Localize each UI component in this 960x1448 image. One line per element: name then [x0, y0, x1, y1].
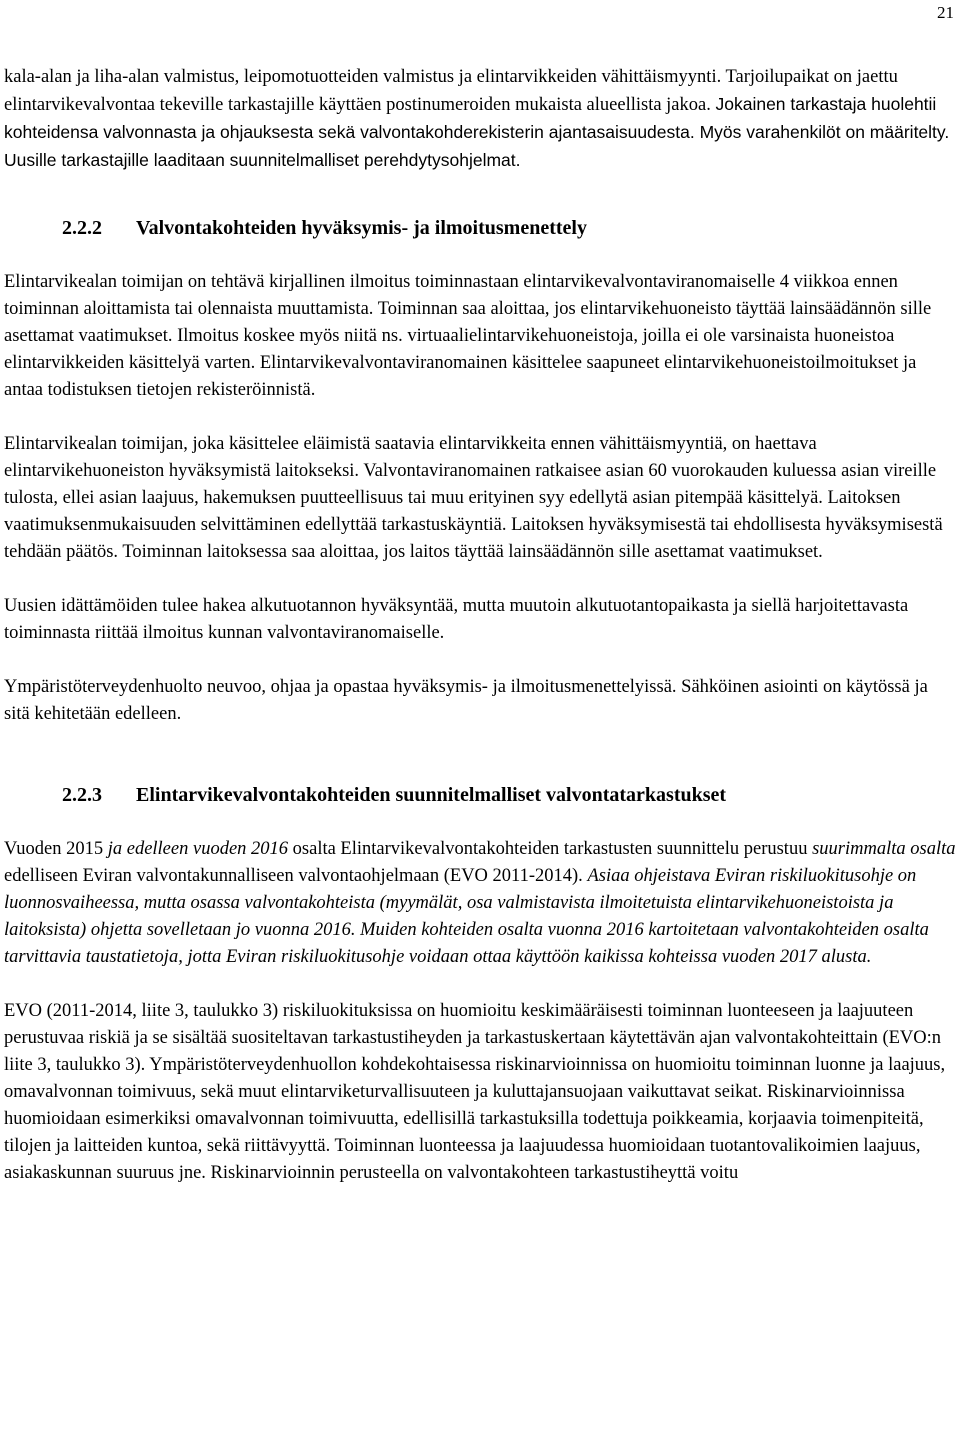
page-number: 21: [937, 3, 954, 22]
italic-run: ja edelleen vuoden 2016: [107, 839, 289, 859]
italic-run: Asiaa ohjeistava Eviran riskiluokitusohje on luonnosvaiheessa, mutta osassa valvontakohteista (myymälät, osa valmistavista ilmoitetuista elintarvikehuoneistoista ja laitoksista) ohjetta sovelletaan jo vuonna 2016. Muiden kohteiden osalta vuonna 2016 kartoitetaan valvontakohteiden osalta tarvittavia taustatietoja, jotta Eviran riskiluokitusohje voidaan ottaa käyttöön kaikissa kohteissa vuoden 2017 alusta.: [4, 866, 929, 967]
paragraph: EVO (2011-2014, liite 3, taulukko 3) riskiluokituksissa on huomioitu keskimääräisesti toiminnan luonteeseen ja laajuuteen perustuvaa riskiä ja se sisältää suositeltavan tarkastustiheyden ja tarkastuskertaan käytettävän ajan valvontakohteittain (EVO:n liite 3, taulukko 3). Ympäristöterveydenhuollon kohdekohtaisessa riskinarvioinnissa on huomioitu toiminnan luonne ja laajuus, omavalvonnan toimivuus, sekä muut elintarviketurvallisuuteen ja kuluttajansuojaan vaikuttavat seikat. Riskinarvioinnissa huomioidaan esimerkiksi omavalvonnan toimivuutta, edellisillä tarkastuksilla todettuja poikkeamia, korjaavia toimenpiteitä, tilojen ja laitteiden kuntoa, sekä riittävyyttä. Toiminnan luonteessa ja laajuudessa huomioidaan tuotantovalikoimien laajuus, asiakaskunnan suuruus jne. Riskinarvioinnin perusteella on valvontakohteen tarkastustiheyttä voitu: [4, 1001, 946, 1183]
italic-run: suurimmalta osalta: [812, 839, 956, 859]
paragraph: [4, 836, 956, 971]
section-number: 2.2.2: [62, 217, 102, 239]
text-run: edelliseen Eviran valvontakunnalliseen valvontaohjelmaan (EVO 2011-2014).: [4, 866, 588, 886]
intro-paragraph: [4, 64, 956, 175]
paragraph: Uusien idättämöiden tulee hakea alkutuotannon hyväksyntää, mutta muutoin alkutuotantopaikasta ja siellä harjoitettavasta toiminnasta riittää ilmoitus kunnan valvontaviranomaiselle.: [4, 596, 909, 643]
paragraph: Ympäristöterveydenhuolto neuvoo, ohjaa ja opastaa hyväksymis- ja ilmoitusmenettelyissä. Sähköinen asiointi on käytössä ja sitä kehitetään edelleen.: [4, 677, 928, 724]
document-body: [4, 64, 956, 1187]
text-run: Vuoden 2015: [4, 839, 108, 859]
paragraph: Elintarvikealan toimijan on tehtävä kirjallinen ilmoitus toiminnastaan elintarvikevalvontaviranomaiselle 4 viikkoa ennen toiminnan aloittamista tai olennaista muuttamista. Toiminnan saa aloittaa, jos elintarvikehuoneisto täyttää lainsäädännön sille asettamat vaatimukset. Ilmoitus koskee myös niitä ns. virtuaalielintarvikehuoneistoja, joilla ei ole varsinaista huoneistoa elintarvikkeiden käsittelyä varten. Elintarvikevalvontaviranomainen käsittelee saapuneet elintarvikehuoneistoilmoitukset ja antaa todistuksen tietojen rekisteröinnistä.: [4, 272, 932, 400]
text-run: osalta Elintarvikevalvontakohteiden tarkastusten suunnittelu perustuu: [288, 839, 813, 859]
section-number: 2.2.3: [62, 784, 102, 806]
paragraph: Elintarvikealan toimijan, joka käsittelee eläimistä saatavia elintarvikkeita ennen vähittäismyyntiä, on haettava elintarvikehuoneiston hyväksymistä laitokseksi. Valvontaviranomainen ratkaisee asian 60 vuorokauden kuluessa asian vireille tulosta, ellei asian laajuus, hakemuksen puutteellisuus tai muu erityinen syy edellytä asian pitempää käsittelyä. Laitoksen vaatimuksenmukaisuuden selvittäminen edellyttää tarkastuskäyntiä. Laitoksen hyväksymisestä tai ehdollisesta hyväksymisestä tehdään päätös. Toiminnan laitoksessa saa aloittaa, jos laitos täyttää lainsäädännön sille asettamat vaatimukset.: [4, 434, 943, 562]
intro-text-serif: kala-alan ja liha-alan valmistus, leipomotuotteiden valmistus ja elintarvikkeiden vähittäismyynti. Tarjoilupaikat on jaettu elintarvikevalvontaa tekeville tarkastajille käyttäen postinumeroiden mukaista alueellista jakoa.: [4, 67, 898, 115]
section-title: Elintarvikevalvontakohteiden suunnitelmalliset valvontatarkastukset: [136, 784, 727, 806]
section-title: Valvontakohteiden hyväksymis- ja ilmoitusmenettely: [136, 217, 587, 239]
section-heading-2-2-3: [4, 782, 956, 809]
section-heading-2-2-2: [4, 215, 956, 242]
intro-text-sans: Jokainen tarkastaja huolehtii kohteidensa valvonnasta ja ohjauksesta sekä valvontakohderekisterin ajantasaisuudesta. Myös varahenkilöt on määritelty. Uusille tarkastajille laaditaan suunnitelmalliset perehdytysohjelmat.: [4, 94, 950, 170]
